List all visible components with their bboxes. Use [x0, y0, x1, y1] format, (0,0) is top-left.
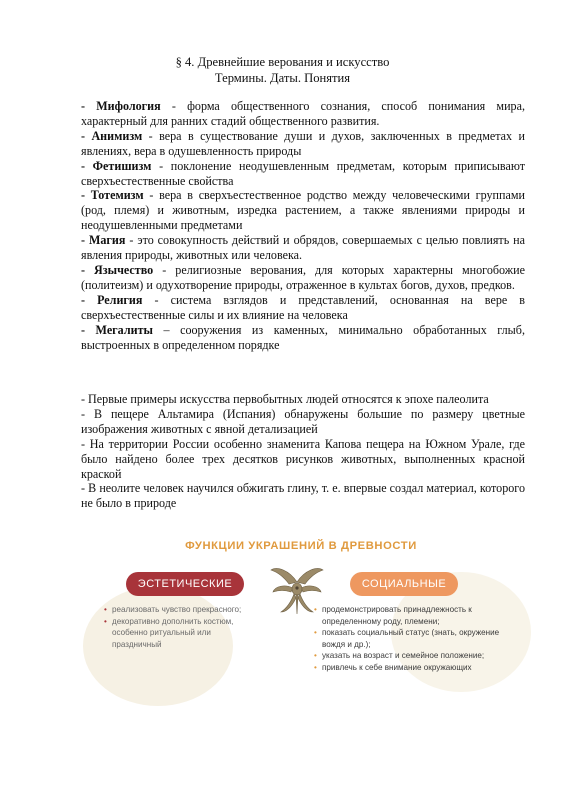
term-definition: - вера в сверхъестественное родство между человеческими группами (род, племя) и животным, изредка растением, а также явлениями природы и неодушевленными предметами	[81, 188, 525, 233]
term-item	[81, 323, 525, 353]
term-item	[81, 263, 525, 293]
section-subtitle: Термины. Даты. Понятия	[214, 70, 351, 85]
section-title: § 4. Древнейшие верования и искусство	[175, 55, 390, 69]
term-item	[81, 233, 525, 263]
term-name: - Анимизм	[81, 128, 143, 143]
fact-item: - В неолите человек научился обжигать глину, т. е. впервые создал материал, которого не было в природе	[81, 481, 525, 511]
term-item	[81, 99, 525, 129]
facts-list	[81, 392, 525, 511]
list-item: • реализовать чувство прекрасного;	[104, 604, 254, 616]
term-name: - Тотемизм	[81, 188, 144, 203]
term-definition: - религиозные верования, для которых характерны многобожие (политеизм) и одухотворение природы, отраженное в культах богов, духов, предков.	[81, 262, 525, 292]
page-header	[0, 55, 565, 86]
fact-item: - На территории России особенно знаменита Капова пещера на Южном Урале, где было найдено более трех десятков рисунков животных, выполненных красной краской	[81, 436, 525, 481]
list-item: • привлечь к себе внимание окружающих	[314, 662, 514, 674]
ornament-functions-infographic	[81, 532, 521, 692]
term-definition: – сооружения из каменных, минимально обработанных глыб, выстроенных в определенном порядке	[81, 322, 525, 352]
term-definition: - форма общественного сознания, способ понимания мира, характерный для ранних стадий общественного развития.	[81, 99, 525, 128]
list-item: • декоративно дополнить костюм, особенно ритуальный или праздничный	[104, 616, 254, 651]
list-item: • показать социальный статус (знать, окружение вождя и др.);	[314, 627, 514, 650]
term-item	[81, 159, 525, 189]
term-definition: - это совокупность действий и обрядов, совершаемых с целью повлиять на явления природы, животных или человека.	[81, 233, 526, 263]
term-name: - Магия	[81, 233, 126, 248]
term-definition: - система взглядов и представлений, основанная на вере в сверхъестественные силы и их влияние на человека	[81, 292, 525, 322]
list-item: • указать на возраст и семейное положение;	[314, 650, 514, 662]
fact-item: - В пещере Альтамира (Испания) обнаружены большие по размеру цветные изображения животных с явной детализацией	[81, 406, 525, 436]
list-item: • продемонстрировать принадлежность к определенному роду, племени;	[314, 604, 514, 627]
term-name: - Фетишизм	[81, 158, 152, 173]
term-definition: - поклонение неодушевленным предметам, которым приписывают сверхъестественные свойства	[81, 158, 525, 188]
term-name: - Язычество	[81, 262, 154, 277]
term-name: - Религия	[81, 292, 143, 307]
term-item	[81, 129, 525, 159]
social-functions-list	[314, 604, 514, 673]
term-definition: - вера в существование души и духов, заключенных в предметах и явлениях, вера в одушевленность природы	[81, 128, 525, 158]
term-name: - Мифология	[81, 99, 161, 113]
term-item	[81, 188, 525, 233]
aesthetic-functions-list	[104, 604, 254, 650]
aesthetic-label: ЭСТЕТИЧЕСКИЕ	[126, 572, 244, 596]
social-label: СОЦИАЛЬНЫЕ	[350, 572, 458, 596]
terms-list	[81, 99, 525, 352]
fact-item: - Первые примеры искусства первобытных людей относятся к эпохе палеолита	[81, 392, 489, 406]
term-name: - Мегалиты	[81, 322, 153, 337]
term-item	[81, 293, 525, 323]
infographic-title: ФУНКЦИИ УКРАШЕНИЙ В ДРЕВНОСТИ	[185, 540, 417, 552]
